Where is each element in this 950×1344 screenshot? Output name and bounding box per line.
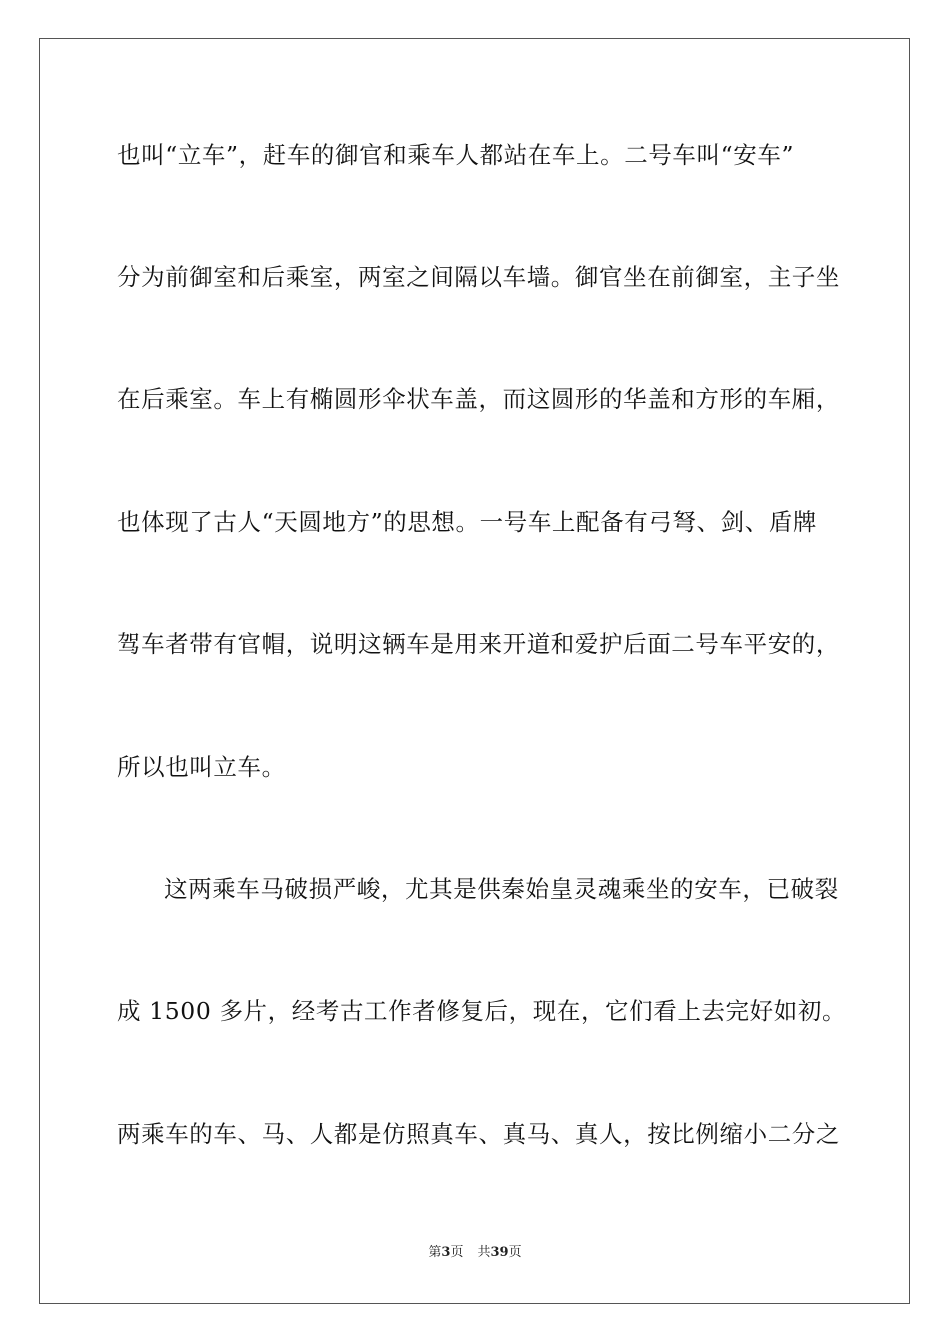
paragraph-line-2: 分为前御室和后乘室，两室之间隔以车墙。御官坐在前御室，主子坐 bbox=[117, 263, 840, 291]
total-suffix: 页 bbox=[508, 1245, 522, 1260]
paragraph-line-9: 两乘车的车、马、人都是仿照真车、真马、真人，按比例缩小二分之 bbox=[117, 1120, 840, 1148]
paragraph-line-8: 成 1500 多片，经考古工作者修复后，现在，它们看上去完好如初。 bbox=[117, 997, 847, 1025]
paragraph-line-1: 也叫“立车”，赶车的御官和乘车人都站在车上。二号车叫“安车” bbox=[117, 141, 795, 169]
paragraph-line-6: 所以也叫立车。 bbox=[117, 753, 286, 781]
page-footer bbox=[0, 1245, 950, 1261]
paragraph-line-5: 驾车者带有官帽，说明这辆车是用来开道和爱护后面二号车平安的， bbox=[117, 630, 840, 658]
paragraph-line-3: 在后乘室。车上有椭圆形伞状车盖，而这圆形的华盖和方形的车厢， bbox=[117, 385, 840, 413]
page-border bbox=[39, 38, 910, 1304]
total-prefix: 共 bbox=[477, 1245, 491, 1260]
page-prefix: 第 bbox=[428, 1245, 442, 1260]
paragraph-line-4: 也体现了古人“天圆地方”的思想。一号车上配备有弓弩、剑、盾牌 bbox=[117, 508, 818, 536]
page-number: 3 bbox=[441, 1245, 451, 1260]
total-pages: 39 bbox=[490, 1245, 509, 1260]
paragraph-line-7: 这两乘车马破损严峻，尤其是供秦始皇灵魂乘坐的安车，已破裂 bbox=[164, 875, 839, 903]
page-suffix: 页 bbox=[450, 1245, 464, 1260]
